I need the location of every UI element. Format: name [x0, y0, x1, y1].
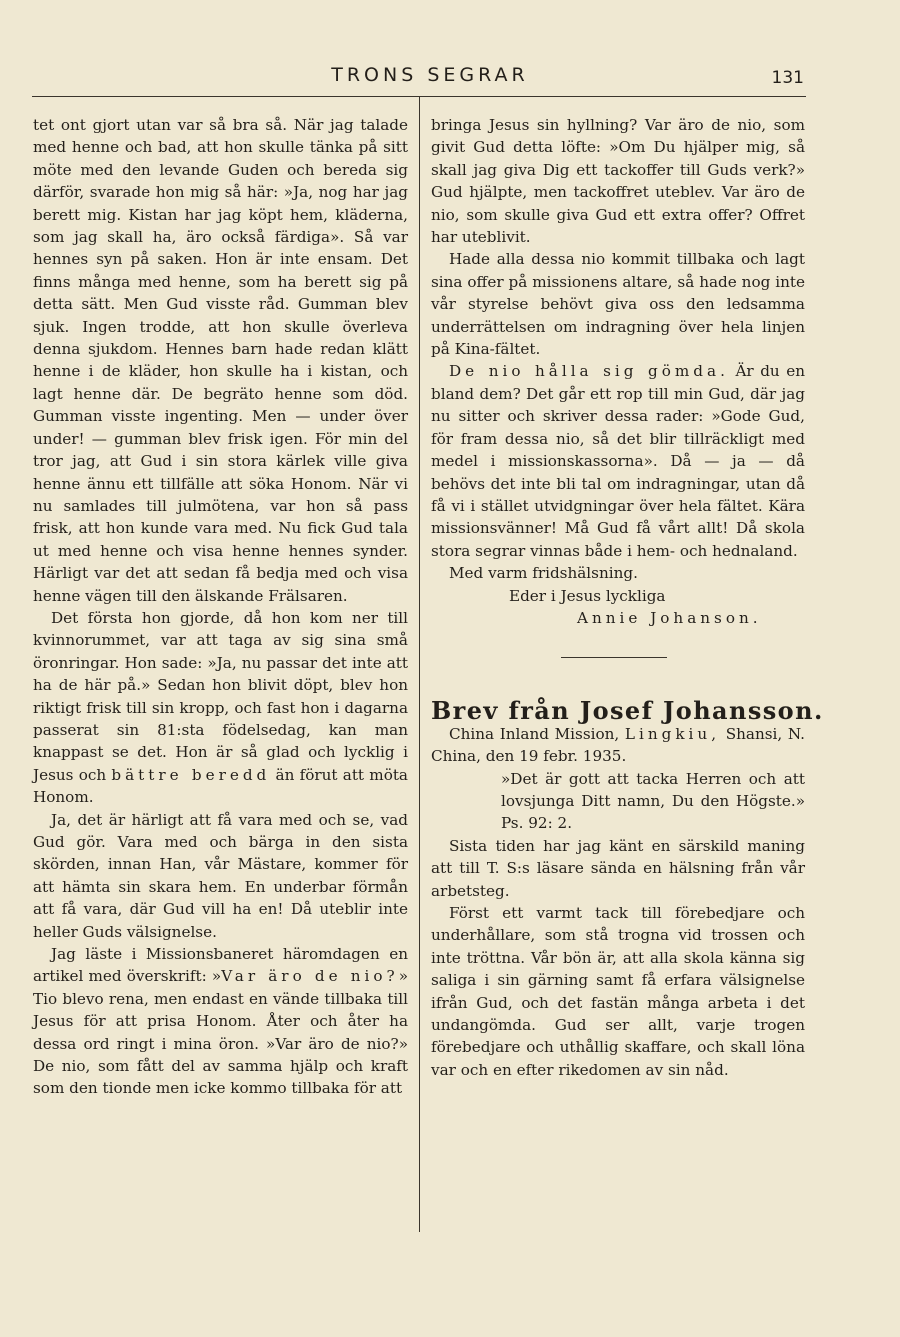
section-divider	[561, 657, 667, 658]
right-column	[431, 114, 824, 1081]
signature: Annie Johanson.	[577, 608, 762, 627]
emphasis-text: bättre beredd	[111, 765, 271, 784]
running-title: TRONS SEGRAR	[331, 64, 529, 86]
scripture-quote: »Det är gott att tacka Herren och att lovsjunga Ditt namn, Du den Högste.» Ps. 92: 2.	[501, 769, 805, 833]
paragraph: bringa Jesus sin hyllning? Var äro de nio, som givit Gud detta löfte: »Om Du hjälper mig, så skall jag giva Dig ett tackoffer till Guds verk?» Gud hjälpte, men tackoffret uteblev. Var äro de nio, som skulle giva Gud ett extra offer? Offret har uteblivit.	[431, 116, 805, 247]
paragraph: Ja, det är härligt att få vara med och se, vad Gud gör. Vara med och bärga in den sista skörden, innan Han, vår Mästare, kommer för att hämta sin skara hem. En underbar förmån att få vara, där Gud vill ha en! Då uteblir inte heller Guds välsignelse.	[33, 810, 408, 941]
paragraph: Först ett varmt tack till förebedjare och underhållare, som stå trogna vid trossen och inte tröttna. Vår bön är, att alla skola känna sig saliga i sin gärning samt få erfara välsignelse ifrån Gud, och det fastän många arbeta i det undangömda. Gud ser allt, varje trogen förebedjare och uthållig skaffare, och skall löna var och en efter rikedomen av sin nåd.	[431, 904, 805, 1079]
emphasis-text: De nio hålla sig gömda.	[449, 362, 729, 381]
column-divider	[419, 97, 420, 1232]
paragraph: Hade alla dessa nio kommit tillbaka och lagt sina offer på missionens altare, så hade nog inte vår styrelse behövt giva oss den ledsamma underrättelsen om indragning över hela linjen på Kina-fältet.	[431, 250, 805, 359]
dateline-text: China Inland Mission,	[449, 724, 620, 743]
article-title: Brev från Josef Johansson.	[431, 696, 824, 726]
dateline-place: Lingkiu,	[624, 724, 721, 743]
left-column	[33, 114, 408, 1100]
paragraph	[431, 360, 805, 562]
paragraph-text: » Tio blevo rena, men endast en vände tillbaka till Jesus för att prisa Honom. Åter och åter ha dessa ord ringt i mina öron. »Var äro de nio?» De nio, som fått del av samma hjälp och kraft som den tionde men icke kommo tillbaka för att	[33, 967, 408, 1098]
dateline	[431, 723, 805, 768]
dateline-text: Shansi, N. China, den 19 febr. 1935.	[431, 724, 806, 766]
paragraph-text: Är du en bland dem? Det går ett rop till min Gud, där jag nu sitter och skriver dessa rader: »Gode Gud, för fram dessa nio, så det blir tillräckligt med medel i missionskassorna». Då — ja — då behövs det inte bli tal om indragningar, utan då få vi i stället utvidgningar över hela fältet. Kära missionsvänner! Må Gud få vårt allt! Då skola stora segrar vinnas både i hem- och hednaland.	[431, 362, 806, 560]
paragraph-text: Jag läste i Missionsbaneret häromdagen en artikel med överskrift: »	[33, 945, 408, 986]
paragraph	[33, 607, 408, 809]
running-head	[0, 62, 900, 92]
closing-greeting: Med varm fridshälsning.	[449, 564, 638, 583]
paragraph: Sista tiden har jag känt en särskild maning att till T. S:s läsare sända en hälsning från vår arbetsteg.	[431, 836, 805, 900]
paragraph: tet ont gjort utan var så bra så. När jag talade med henne och bad, att hon skulle tänka på sitt möte med den levande Guden och bereda sig därför, svarade hon mig så här: »Ja, nog har jag berett mig. Kistan har jag köpt hem, kläderna, som jag skall ha, äro också färdiga». Så var hennes syn på saken. Hon är inte ensam. Det finns många med henne, som ha berett sig på detta sätt. Men Gud visste råd. Gumman blev sjuk. Ingen trodde, att hon skulle överleva denna sjukdom. Hennes barn hade redan klätt henne i de kläder, hon skulle ha i kistan, och lagt henne där. De begräto henne som död. Gumman visste ingenting. Men — under över under! — gumman blev frisk igen. För min del tror jag, att Gud i sin stora kärlek ville giva henne ännu ett tillfälle att söka Honom. När vi nu samlades till julmötena, var hon så pass frisk, att hon kunde vara med. Nu fick Gud tala ut med henne och visa henne hennes synder. Härligt var det att sedan få bedja med och visa henne vägen till den älskande Frälsaren.	[33, 116, 408, 605]
paragraph-text: Det första hon gjorde, då hon kom ner till kvinnorummet, var att taga av sig sina små öronringar. Hon sade: »Ja, nu passar det inte att ha de här på.» Sedan hon blivit döpt, blev hon riktigt frisk till sin kropp, och fast hon i dagarna passerat sin 81:sta födelsedag, kan man knappast se det. Hon är så glad och lycklig i Jesus och	[33, 608, 408, 784]
emphasis-text: Var äro de nio?	[221, 967, 399, 986]
paragraph-text: än förut att möta Honom.	[33, 765, 408, 807]
paragraph	[33, 943, 408, 1100]
closing-line: Eder i Jesus lyckliga	[509, 586, 666, 605]
page-number: 131	[771, 68, 804, 88]
